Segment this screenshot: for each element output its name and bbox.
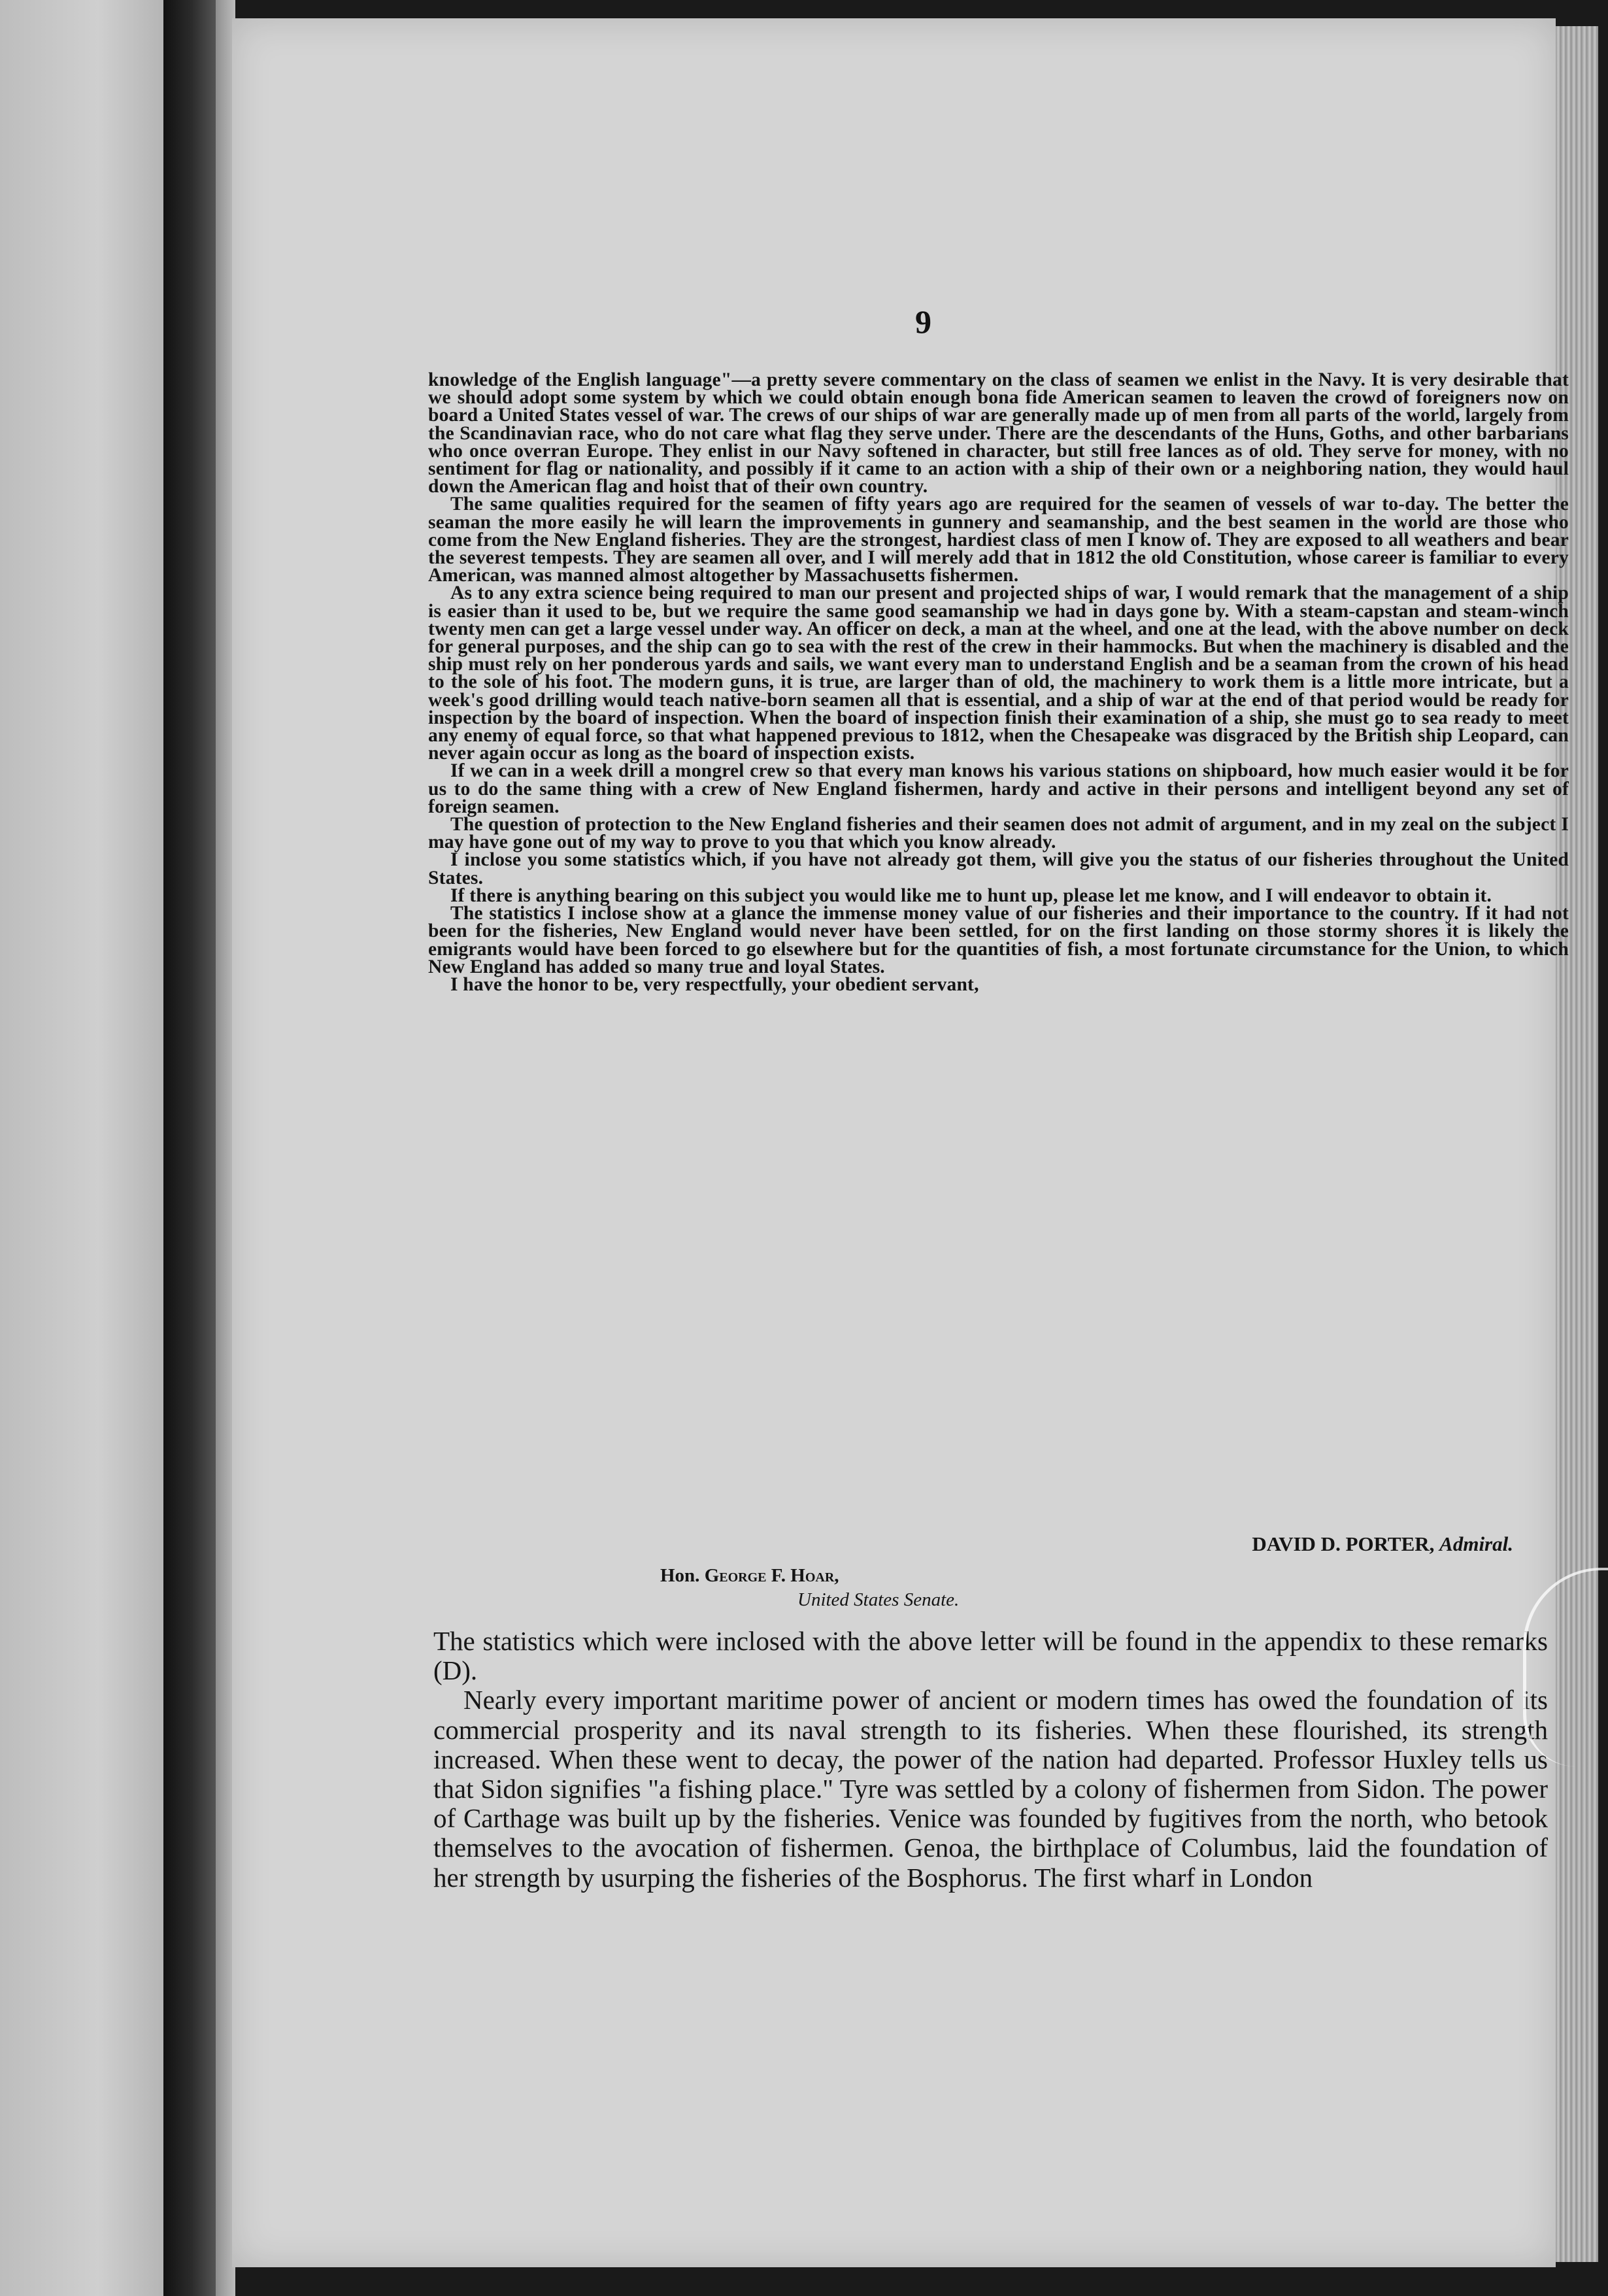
addressee-prefix: Hon.	[660, 1565, 705, 1586]
letter-paragraph: As to any extra science being required to man our present and projected ships of war, I would remark that the management of a ship is easier than it used to be, but we require the same good seamanship we had in days gone by. With a steam-capstan and steam-winch twenty men can get a large vessel under way. An officer on deck, a man at the wheel, and one at the lead, with the above number on deck for general purposes, and the ship can go to sea with the rest of the crew in their hammocks. But when the machinery is disabled and the ship must rely on her ponderous yards and sails, we want every man to understand English and be a seaman from the crown of his head to the sole of his foot. The modern guns, it is true, are larger than of old, the machinery to work them is a little more intricate, but a week's good drilling would teach native-born seamen all that is essential, and a ship of war at the end of that period would be ready for inspection by the board of inspection. When the board of inspection finish their examination of a ship, she must go to sea ready to meet any enemy of equal force, so that what happened previous to 1812, when the Chesapeake was disgraced by the British ship Leopard, can never again occur as long as the board of inspection exists.	[428, 582, 1569, 764]
signature-rank: Admiral.	[1439, 1532, 1513, 1555]
addressee-name: George F. Hoar,	[704, 1565, 839, 1586]
document-page	[232, 18, 1569, 2267]
letter-paragraph: knowledge of the English language"—a pretty severe commentary on the class of seamen we enlist in the Navy. It is very desirable that we should adopt some system by which we could obtain enough bona fide American seamen to leaven the crowd of foreigners now on board a United States vessel of war. The crews of our ships of war are generally made up of men from all parts of the world, largely from the Scandinavian race, who do not care what flag they serve under. There are the descendants of the Huns, Goths, and other barbarians who once overran Europe. They enlist in our Navy softened in character, but still free lances as of old. They serve for money, with no sentiment for flag or nationality, and possibly if it came to an action with a ship of their own or a neighboring nation, they would haul down the American flag and hoist that of their own country.	[428, 369, 1569, 498]
addressee-title: United States Senate.	[797, 1589, 960, 1610]
binding-gutter	[163, 0, 216, 2296]
scan-artifact-mark	[1523, 1568, 1608, 1766]
signature-name: DAVID D. PORTER,	[1252, 1532, 1435, 1555]
letter-closing: I have the honor to be, very respectfully, your obedient servant,	[450, 973, 979, 995]
body-paragraph: Nearly every important maritime power of ancient or modern times has owed the foundation of its commercial prosperity and its naval strength to its fisheries. When these flourished, its strength increased. When these went to decay, the power of the nation had departed. Professor Huxley tells us that Sidon signifies "a fishing place." Tyre was settled by a colony of fishermen from Sidon. The power of Carthage was built up by the fisheries. Venice was founded by fugitives from the north, who betook themselves to the avocation of fishermen. Genoa, the birthplace of Columbus, laid the foundation of her strength by usurping the fisheries of the Bosphorus. The first wharf in London	[433, 1685, 1548, 1893]
letter-paragraph: If we can in a week drill a mongrel crew so that every man knows his various stations on shipboard, how much easier would it be for us to do the same thing with a crew of New England fishermen, hardy and active in their persons and intelligent beyond any set of foreign seamen.	[428, 760, 1569, 817]
letter-text	[428, 371, 1569, 994]
letter-signature	[951, 1532, 1513, 1556]
page-number: 9	[915, 303, 931, 340]
letter-paragraph: I inclose you some statistics which, if you have not already got them, will give you the status of our fisheries throughout the United States.	[428, 849, 1569, 888]
body-paragraph: The statistics which were inclosed with the above letter will be found in the appendix to these remarks (D).	[433, 1626, 1548, 1686]
page-stack-edge	[1556, 26, 1598, 2262]
letter-paragraph: If there is anything bearing on this subject you would like me to hunt up, please let me know, and I will endeavor to obtain it.	[450, 885, 1492, 906]
letter-paragraph: The statistics I inclose show at a glance the immense money value of our fisheries and their importance to the country. If it had not been for the fisheries, New England would never have been settled, for on the first landing on those stormy shores it is likely the emigrants would have been forced to go elsewhere but for the quantities of fish, a most fortunate circumstance for the Union, to which New England has added so many true and loyal States.	[428, 903, 1569, 977]
letter-paragraph: The question of protection to the New England fisheries and their seamen does not admit of argument, and in my zeal on the subject I may have gone out of my way to prove to you that which you know already.	[428, 814, 1569, 853]
letter-paragraph: The same qualities required for the seamen of fifty years ago are required for the seamen of vessels of war to-day. The better the seaman the more easily he will learn the improvements in gunnery and seamanship, and the best seamen in the world are those who come from the New England fisheries. They are the strongest, hardiest class of men I know of. They are exposed to all weathers and bear the severest tempests. They are seamen all over, and I will merely add that in 1812 the old Constitution, whose career is familiar to every American, was manned almost altogether by Massachusetts fishermen.	[428, 494, 1569, 586]
letter-addressee	[660, 1565, 959, 1611]
body-text	[433, 1627, 1548, 1893]
facing-page-edge	[0, 0, 163, 2296]
